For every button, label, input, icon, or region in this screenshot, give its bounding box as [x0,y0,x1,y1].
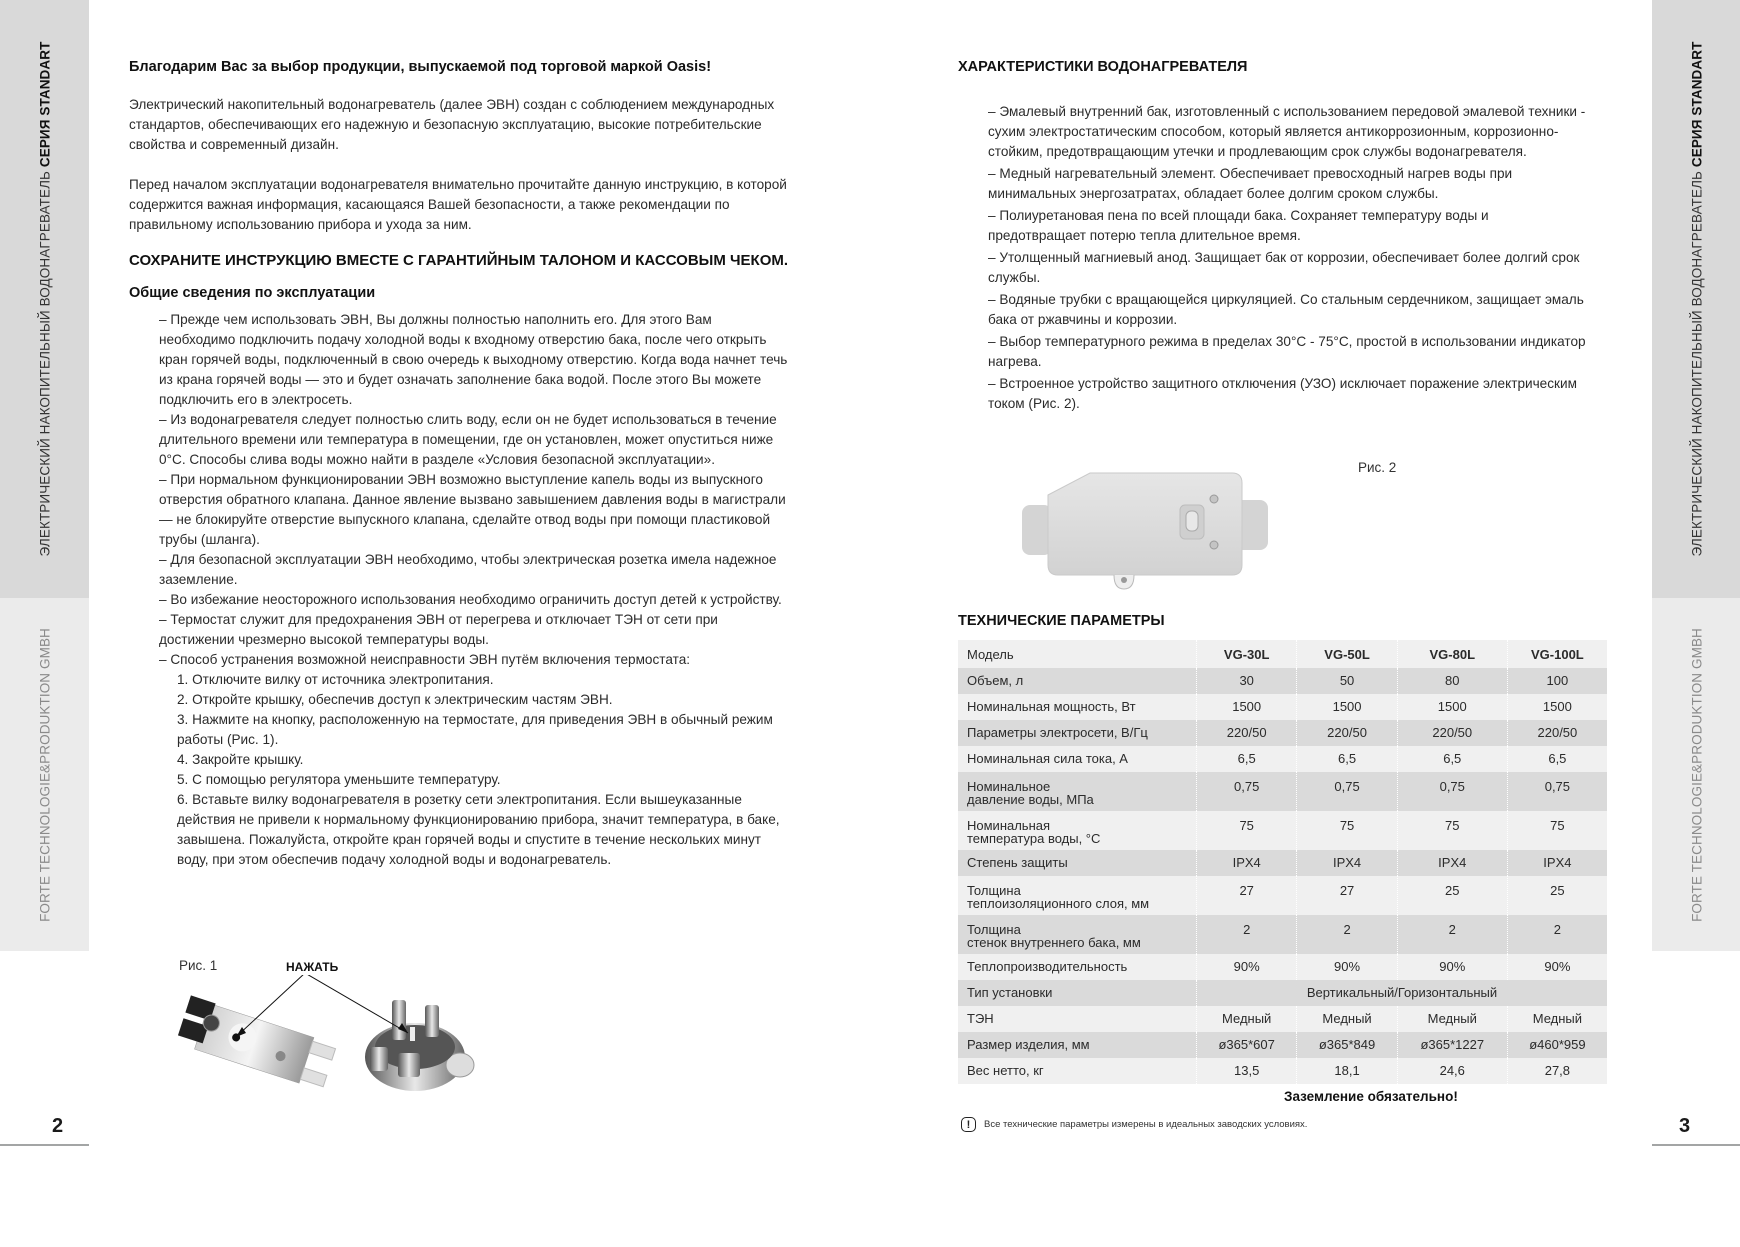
cell: 75 [1197,811,1297,850]
list-item: – Термостат служит для предохранения ЭВН от перегрева и отключает ТЭН от сети при достижении чрезмерно высокой температуры воды. [159,612,718,647]
table-row [958,954,1607,980]
specs-heading: ТЕХНИЧЕСКИЕ ПАРАМЕТРЫ [958,613,1165,629]
cell: ø365*1227 [1397,1032,1507,1058]
cell: 80 [1397,668,1507,694]
row-label: Вес нетто, кг [958,1058,1197,1084]
cell: 0,75 [1507,772,1607,811]
exclamation-icon: ! [961,1117,976,1132]
figure-1-label: Рис. 1 [179,958,218,973]
step-item: 4. Закройте крышку. [177,752,304,767]
rcd-device-icon [1022,473,1268,589]
row-label: Объем, л [958,668,1197,694]
table-row [958,668,1607,694]
cell: 220/50 [1197,720,1297,746]
cell: 75 [1297,811,1397,850]
row-label: Номинальное давление воды, МПа [958,772,1197,811]
cell: IPX4 [1397,850,1507,876]
row-label: Теплопроизводительность [958,954,1197,980]
row-label: ТЭН [958,1006,1197,1032]
cell: 0,75 [1297,772,1397,811]
list-item: – Для безопасной эксплуатации ЭВН необходимо, чтобы электрическая розетка имела надежное заземление. [159,552,777,587]
cell: 50 [1297,668,1397,694]
list-item: – При нормальном функционировании ЭВН возможно выступление капель воды из выпускного отверстия обратного клапана. Данное явление вызвано завышением давления воды в магистрали — не блокируйте отверстие выпускного клапана, сделайте отвод воды при помощи пластиковой трубы (шланга). [159,472,786,547]
cell-merged: Вертикальный/Горизонтальный [1197,980,1608,1006]
cell: 90% [1297,954,1397,980]
cell: Медный [1397,1006,1507,1032]
cell: IPX4 [1297,850,1397,876]
greeting-heading: Благодарим Вас за выбор продукции, выпускаемой под торговой маркой Oasis! [129,59,712,75]
features-heading: ХАРАКТЕРИСТИКИ ВОДОНАГРЕВАТЕЛЯ [958,59,1248,75]
cell: 6,5 [1507,746,1607,772]
cell: Медный [1197,1006,1297,1032]
step-item: 1. Отключите вилку от источника электропитания. [177,672,494,687]
table-header-row [958,640,1607,668]
model-header: VG-80L [1397,640,1507,668]
table-row [958,720,1607,746]
cell: ø365*607 [1197,1032,1297,1058]
row-label: Размер изделия, мм [958,1032,1197,1058]
cell: 25 [1507,876,1607,915]
cell: 2 [1397,915,1507,954]
row-label: Номинальная температура воды, °С [958,811,1197,850]
cell: 27 [1297,876,1397,915]
table-row [958,1006,1607,1032]
cell: 30 [1197,668,1297,694]
side-tab-company [1652,598,1740,951]
company-name: FORTE TECHNOLOGIE&PRODUKTION GMBH [37,627,52,922]
feature-item: – Утолщенный магниевый анод. Защищает бак от коррозии, обеспечивает более долгий срок службы. [988,250,1580,285]
cell: 220/50 [1297,720,1397,746]
cell: 75 [1397,811,1507,850]
feature-item: – Медный нагревательный элемент. Обеспечивает превосходный нагрев воды при минимальных энергозатратах, обладает более долгим сроком службы. [988,166,1513,201]
bimetal-thermostat-icon [365,1000,474,1091]
list-item: – Способ устранения возможной неисправности ЭВН путём включения термостата: [159,652,691,667]
model-header: VG-30L [1197,640,1297,668]
table-row [958,850,1607,876]
cell: 2 [1197,915,1297,954]
step-item: 5. С помощью регулятора уменьшите температуру. [177,772,501,787]
cell: IPX4 [1197,850,1297,876]
side-tab-title-text: ЭЛЕКТРИЧЕСКИЙ НАКОПИТЕЛЬНЫЙ ВОДОНАГРЕВАТЕЛЬ СЕРИЯ STANDART [1689,41,1704,557]
row-label: Номинальная сила тока, А [958,746,1197,772]
cell: 0,75 [1397,772,1507,811]
cell: 2 [1297,915,1397,954]
cell: 18,1 [1297,1058,1397,1084]
grounding-notice: Заземление обязательно! [1284,1089,1458,1104]
cell: ø365*849 [1297,1032,1397,1058]
cell: 1500 [1297,694,1397,720]
cell: 27,8 [1507,1058,1607,1084]
section-heading: Общие сведения по эксплуатации [129,285,376,301]
model-header: VG-50L [1297,640,1397,668]
thermostat-illustration [170,975,480,1105]
cell: 90% [1507,954,1607,980]
cell: 75 [1507,811,1607,850]
table-row [958,1058,1607,1084]
cell: Медный [1507,1006,1607,1032]
specs-table [958,640,1607,1084]
row-label: Номинальная мощность, Вт [958,694,1197,720]
table-row [958,915,1607,954]
table-row [958,980,1607,1006]
rcd-plug-illustration [1020,465,1270,595]
cell: 13,5 [1197,1058,1297,1084]
cell: 24,6 [1397,1058,1507,1084]
right-page-body [958,57,1638,414]
press-callout-label: НАЖАТЬ [286,960,339,974]
side-tab-title-text: ЭЛЕКТРИЧЕСКИЙ НАКОПИТЕЛЬНЫЙ ВОДОНАГРЕВАТЕЛЬ СЕРИЯ STANDART [37,41,52,557]
cell: IPX4 [1507,850,1607,876]
row-label: Толщина теплоизоляционного слоя, мм [958,876,1197,915]
cell: ø460*959 [1507,1032,1607,1058]
cell: 100 [1507,668,1607,694]
cell: 220/50 [1507,720,1607,746]
left-page-body [129,57,789,870]
table-row [958,811,1607,850]
step-item: 2. Откройте крышку, обеспечив доступ к электрическим частям ЭВН. [177,692,613,707]
table-row [958,876,1607,915]
cell: 90% [1397,954,1507,980]
table-row [958,694,1607,720]
operation-notes-list [129,310,789,870]
cell: 25 [1397,876,1507,915]
list-item: – Из водонагревателя следует полностью слить воду, если он не будет использоваться в течение длительного времени или температура в помещении, где он установлен, может опуститься ниже 0°С. Способы слива воды можно найти в разделе «Условия безопасной эксплуатации». [159,412,777,467]
footnote-text: Все технические параметры измерены в идеальных заводских условиях. [984,1119,1308,1130]
feature-item: – Водяные трубки с вращающейся циркуляцией. Со стальным сердечником, защищает эмаль бака от ржавчины и коррозии. [988,292,1584,327]
cell: 90% [1197,954,1297,980]
company-name: FORTE TECHNOLOGIE&PRODUKTION GMBH [1689,627,1704,922]
save-notice-heading: СОХРАНИТЕ ИНСТРУКЦИЮ ВМЕСТЕ С ГАРАНТИЙНЫМ ТАЛОНОМ И КАССОВЫМ ЧЕКОМ. [129,252,789,269]
cell: 6,5 [1197,746,1297,772]
row-label: Толщина стенок внутреннего бака, мм [958,915,1197,954]
page-number-rule [1652,1144,1740,1146]
cell: 1500 [1397,694,1507,720]
feature-item: – Выбор температурного режима в пределах 30°С - 75°С, простой в использовании индикатор нагрева. [988,334,1586,369]
cell: 2 [1507,915,1607,954]
side-tab-title [0,0,89,598]
page-number-rule [0,1144,89,1146]
cell: 220/50 [1397,720,1507,746]
cell: 1500 [1507,694,1607,720]
list-item: – Прежде чем использовать ЭВН, Вы должны полностью наполнить его. Для этого Вам необходимо подключить подачу холодной воды к входному отверстию бака, после чего открыть кран горячей воды, подключенный в свою очередь к выходному отверстию. Когда вода начнет течь из крана горячей воды — это и будет означать заполнение бака водой. После этого Вы можете подключить его в электросеть. [159,312,788,407]
header-label: Модель [958,640,1197,668]
footnote [961,1117,1307,1132]
step-item: 6. Вставьте вилку водонагревателя в розетку сети электропитания. Если вышеуказанные действия не привели к нормальному функционированию прибора, значит температура, в баке, завышена. Пожалуйста, откройте кран горячей воды и спустите в течение нескольких минут воду, при этом обеспечив подачу холодной воды и водонагреватель. [177,792,780,867]
cell: 27 [1197,876,1297,915]
feature-item: – Полиуретановая пена по всей площади бака. Сохраняет температуру воды и предотвращает потерю тепла длительное время. [988,208,1489,243]
intro-paragraph: Электрический накопительный водонагреватель (далее ЭВН) создан с соблюдением международных стандартов, обеспечивающих его надежную и безопасную эксплуатацию, высокие потребительские свойства и современный дизайн. [129,97,775,152]
cell: 6,5 [1397,746,1507,772]
cell: 1500 [1197,694,1297,720]
row-label: Параметры электросети, В/Гц [958,720,1197,746]
step-item: 3. Нажмите на кнопку, расположенную на термостате, для приведения ЭВН в обычный режим работы (Рис. 1). [177,712,773,747]
feature-item: – Эмалевый внутренний бак, изготовленный с использованием передовой эмалевой техники - сухим электростатическим способом, который является антикоррозионным, коррозионно-стойким, предотвращающим утечки и продлевающим срок службы водонагревателя. [988,104,1586,159]
model-header: VG-100L [1507,640,1607,668]
table-row [958,746,1607,772]
figure-2-label: Рис. 2 [1358,460,1397,475]
cell: 6,5 [1297,746,1397,772]
table-row [958,772,1607,811]
cell: 0,75 [1197,772,1297,811]
row-label: Тип установки [958,980,1197,1006]
feature-item: – Встроенное устройство защитного отключения (УЗО) исключает поражение электрическим током (Рис. 2). [988,376,1577,411]
row-label: Степень защиты [958,850,1197,876]
side-tab-company [0,598,89,951]
side-tab-title [1652,0,1740,598]
features-list [958,102,1588,414]
list-item: – Во избежание неосторожного использования необходимо ограничить доступ детей к устройству. [159,592,782,607]
cell: Медный [1297,1006,1397,1032]
capillary-thermostat-icon [175,995,337,1090]
table-row [958,1032,1607,1058]
page-number: 2 [52,1115,64,1137]
intro-paragraph: Перед началом эксплуатации водонагревателя внимательно прочитайте данную инструкцию, в которой содержится важная информация, касающаяся Вашей безопасности, а также рекомендации по правильному использованию прибора и ухода за ним. [129,177,787,232]
page-number: 3 [1679,1115,1691,1137]
